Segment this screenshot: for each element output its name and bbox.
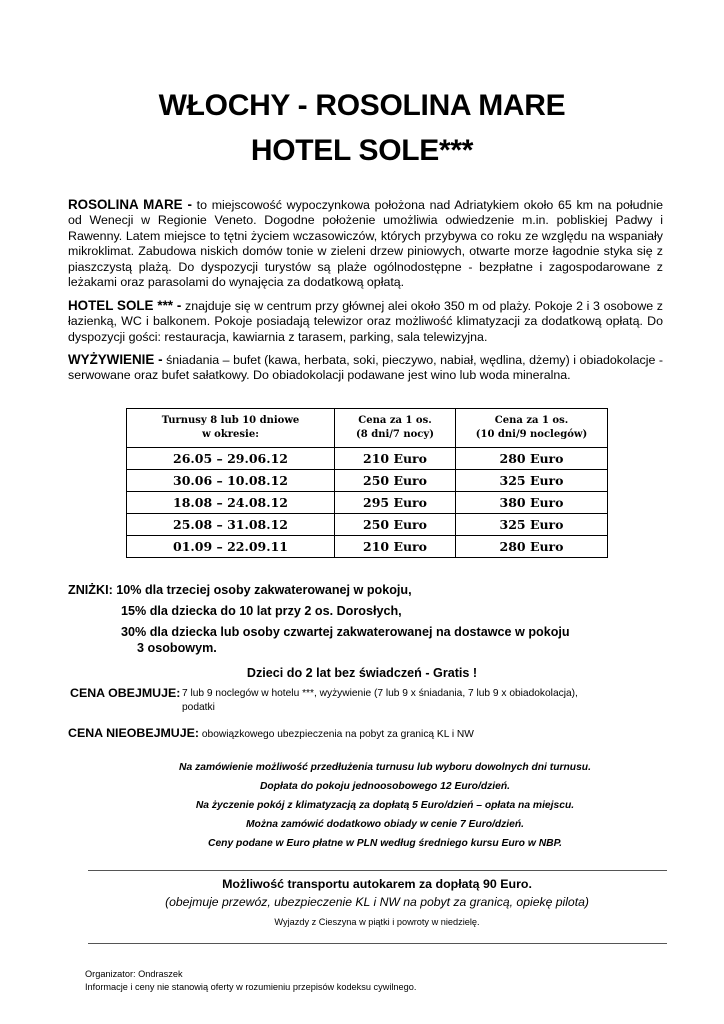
discount-line-1: ZNIŻKI: 10% dla trzeciej osoby zakwaterowanej w pokoju,	[68, 583, 412, 597]
additional-notes	[0, 758, 724, 853]
intro-paragraph	[68, 197, 663, 290]
hotel-text: znajduje się w centrum przy głównej alei około 350 m od plaży. Pokoje 2 i 3 osobowe z łazienką, WC i balkonem. Pokoje posiadają telewizor oraz możliwość klimatyzacji za dodatkową opłatą. Do dyspozycji gości: restauracja, kawiarnia z tarasem, parking, sala telewizyjna.	[68, 299, 663, 344]
header-price-8: Cena za 1 os. (8 dni/7 nocy)	[335, 409, 456, 448]
excludes-text: obowiązkowego ubezpieczenia na pobyt za granicą KL i NW	[199, 729, 474, 740]
price-table-header	[127, 409, 608, 448]
table-row	[127, 514, 608, 536]
note-line: Można zamówić dodatkowo obiady w cenie 7 Euro/dzień.	[245, 819, 525, 830]
price10-cell: 380 Euro	[456, 492, 608, 514]
price10-cell: 280 Euro	[456, 448, 608, 470]
price10-cell: 280 Euro	[456, 536, 608, 558]
food-text: śniadania – bufet (kawa, herbata, soki, pieczywo, nabiał, wędlina, dżemy) i obiadokolacje - serwowane oraz bufet sałatkowy. Do obiadokolacji podawane jest wino lub woda mineralna.	[68, 353, 663, 383]
discount-line-4: 3 osobowym.	[137, 641, 217, 655]
intro-label: ROSOLINA MARE -	[68, 197, 192, 212]
food-paragraph	[68, 352, 663, 384]
discount-line-2: 15% dla dziecka do 10 lat przy 2 os. Dorosłych,	[121, 604, 402, 618]
includes-text: 7 lub 9 noclegów w hotelu ***, wyżywienie (7 lub 9 x śniadania, 7 lub 9 x obiadokolacja), podatki	[182, 688, 578, 713]
note-line: Ceny podane w Euro płatne w PLN według średniego kursu Euro w NBP.	[208, 838, 562, 849]
footer	[85, 968, 416, 993]
period-cell: 18.08 – 24.08.12	[127, 492, 335, 514]
includes-label: CENA OBEJMUJE:	[70, 686, 181, 700]
divider-top	[88, 870, 667, 871]
gratis-note: Dzieci do 2 lat bez świadczeń - Gratis !	[246, 666, 478, 680]
note-line: Na życzenie pokój z klimatyzacją za dopłatą 5 Euro/dzień – opłata na miejscu.	[195, 800, 575, 811]
table-row	[127, 470, 608, 492]
period-cell: 26.05 – 29.06.12	[127, 448, 335, 470]
page-title: WŁOCHY - ROSOLINA MARE	[158, 89, 566, 122]
hotel-paragraph	[68, 298, 663, 345]
price10-cell: 325 Euro	[456, 514, 608, 536]
price8-cell: 295 Euro	[335, 492, 456, 514]
table-row	[127, 492, 608, 514]
note-line: Na zamówienie możliwość przedłużenia turnusu lub wyboru dowolnych dni turnusu.	[179, 762, 591, 773]
table-row	[127, 536, 608, 558]
header-period: Turnusy 8 lub 10 dniowe w okresie:	[127, 409, 335, 448]
table-row	[127, 448, 608, 470]
period-cell: 01.09 – 22.09.11	[127, 536, 335, 558]
price-excludes	[68, 726, 474, 740]
price8-cell: 250 Euro	[335, 470, 456, 492]
organizer-text: Organizator: Ondraszek	[85, 969, 183, 979]
note-line: Dopłata do pokoju jednoosobowego 12 Euro/dzień.	[260, 781, 510, 792]
price-table	[126, 408, 608, 558]
discount-line-3: 30% dla dziecka lub osoby czwartej zakwaterowanej na dostawce w pokoju	[121, 625, 570, 639]
period-cell: 30.06 – 10.08.12	[127, 470, 335, 492]
transport-schedule: Wyjazdy z Cieszyna w piątki i powroty w niedzielę.	[274, 917, 480, 927]
discounts-section	[68, 580, 570, 659]
excludes-label: CENA NIEOBEJMUJE:	[68, 726, 200, 740]
food-label: WYŻYWIENIE -	[68, 352, 163, 367]
period-cell: 25.08 – 31.08.12	[127, 514, 335, 536]
price8-cell: 250 Euro	[335, 514, 456, 536]
price8-cell: 210 Euro	[335, 448, 456, 470]
header-price-10: Cena za 1 os. (10 dni/9 noclegów)	[456, 409, 608, 448]
hotel-title: HOTEL SOLE***	[250, 134, 474, 167]
price10-cell: 325 Euro	[456, 470, 608, 492]
disclaimer-text: Informacje i ceny nie stanowią oferty w rozumieniu przepisów kodeksu cywilnego.	[85, 981, 417, 992]
transport-title: Możliwość transportu autokarem za dopłatą 90 Euro.	[222, 877, 532, 891]
transport-details: (obejmuje przewóz, ubezpieczenie KL i NW na pobyt za granicą, opiekę pilota)	[165, 895, 589, 909]
divider-bottom	[88, 943, 667, 944]
price8-cell: 210 Euro	[335, 536, 456, 558]
hotel-label: HOTEL SOLE *** -	[68, 298, 182, 313]
intro-text: to miejscowość wypoczynkowa położona nad Adriatykiem około 65 km na południe od Wenecji w Regionie Veneto. Dogodne położenie umożliwia odwiedzenie m.in. pobliskiej Padwy i Rawenny. Latem miejsce to tętni życiem wczasowiczów, których przybywa co roku ze względu na wspaniały mikroklimat. Zabudowa niskich domów tonie w zieleni drzew piniowych, otwarte morze łagodnie styka się z piaszczystą plażą. Do dyspozycji turystów są plaże ogólnodostępne - bezpłatne i zagospodarowane z leżakami oraz parasolami do wynajęcia za dodatkową opłatą.	[68, 198, 663, 290]
